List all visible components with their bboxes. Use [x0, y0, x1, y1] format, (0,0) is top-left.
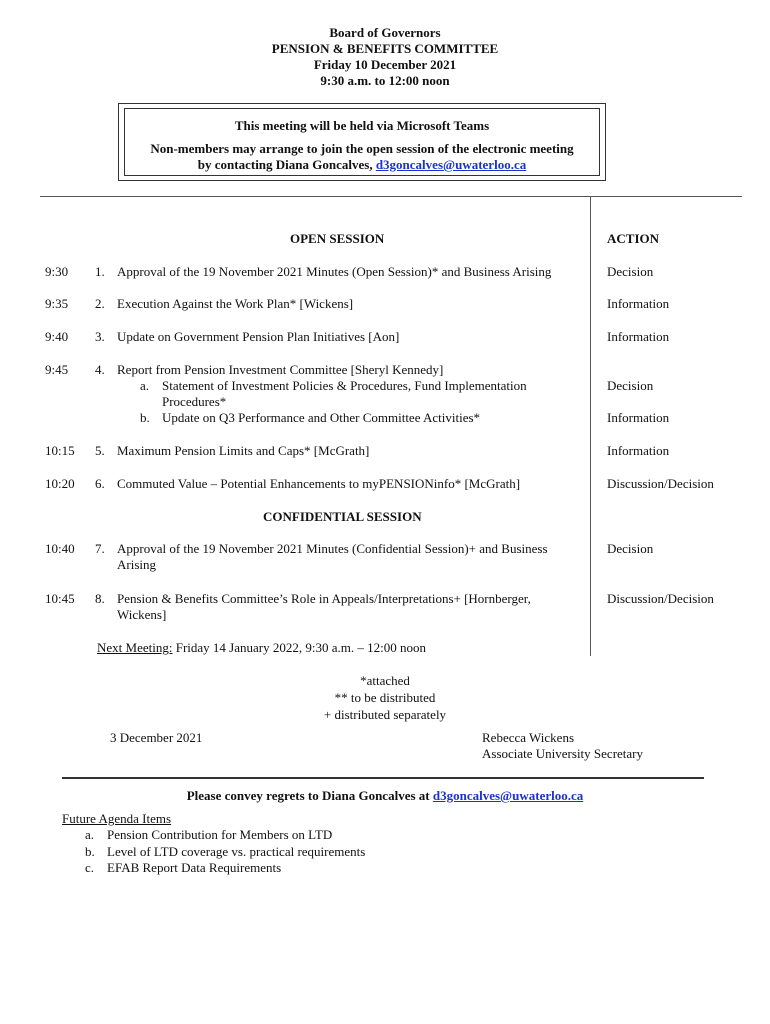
- next-meeting-label: Next Meeting:: [97, 640, 173, 655]
- item-title: Execution Against the Work Plan* [Wickens]: [117, 296, 354, 311]
- item-time: 10:45: [45, 591, 75, 606]
- next-meeting: [97, 640, 426, 656]
- regrets-text: Please convey regrets to Diana Goncalves at: [186, 788, 433, 803]
- item-title: Pension & Benefits Committee’s Role in Appeals/Interpretations+ [Hornberger, Wickens]: [117, 591, 531, 622]
- future-item-text: Pension Contribution for Members on LTD: [107, 827, 333, 842]
- item-title: Commuted Value – Potential Enhancements to myPENSIONinfo* [McGrath]: [117, 476, 521, 491]
- signatory-name: Rebecca Wickens: [482, 730, 574, 745]
- item-number: 2.: [95, 296, 105, 311]
- subitem-letter: a.: [140, 378, 150, 393]
- issue-date: 3 December 2021: [110, 730, 203, 745]
- item-time: 9:45: [45, 362, 69, 377]
- table-top-rule: [40, 196, 742, 197]
- item-action: Information: [607, 443, 670, 458]
- legend-to-be-distributed: ** to be distributed: [334, 690, 436, 705]
- future-item-text: EFAB Report Data Requirements: [107, 860, 282, 875]
- legend-attached: *attached: [360, 673, 410, 688]
- item-title: Update on Government Pension Plan Initiatives [Aon]: [117, 329, 400, 344]
- open-session-heading: OPEN SESSION: [290, 231, 385, 246]
- item-time: 9:40: [45, 329, 69, 344]
- item-action: Decision: [607, 264, 654, 279]
- item-number: 6.: [95, 476, 105, 491]
- subitem-action: Decision: [607, 378, 654, 393]
- confidential-session-heading: CONFIDENTIAL SESSION: [263, 509, 422, 524]
- item-time: 10:15: [45, 443, 75, 458]
- future-item-text: Level of LTD coverage vs. practical requirements: [107, 844, 366, 859]
- attachment-legend: [0, 672, 770, 723]
- item-number: 7.: [95, 541, 105, 556]
- signatory-title: Associate University Secretary: [482, 746, 644, 761]
- subitem-title: Update on Q3 Performance and Other Committee Activities*: [162, 410, 481, 425]
- subitem-title: Statement of Investment Policies & Procedures, Fund Implementation Procedures*: [162, 378, 527, 409]
- item-title: Approval of the 19 November 2021 Minutes (Open Session)* and Business Arising: [117, 264, 552, 279]
- item-number: 3.: [95, 329, 105, 344]
- future-item-letter: a.: [85, 827, 95, 842]
- board-title: Board of Governors: [329, 25, 441, 40]
- subitem-action: Information: [607, 410, 670, 425]
- item-number: 1.: [95, 264, 105, 279]
- regrets-rule: [62, 777, 704, 779]
- future-item-letter: c.: [85, 860, 95, 875]
- meeting-date: Friday 10 December 2021: [313, 57, 457, 72]
- item-time: 9:30: [45, 264, 69, 279]
- item-time: 9:35: [45, 296, 69, 311]
- notice-contact-text: by contacting Diana Goncalves,: [197, 157, 376, 172]
- item-number: 4.: [95, 362, 105, 377]
- notice-email-link[interactable]: d3goncalves@uwaterloo.ca: [375, 157, 527, 172]
- future-item-letter: b.: [85, 844, 95, 859]
- item-title: Maximum Pension Limits and Caps* [McGrath]: [117, 443, 370, 458]
- regrets-email-link[interactable]: d3goncalves@uwaterloo.ca: [432, 788, 584, 803]
- committee-title: PENSION & BENEFITS COMMITTEE: [271, 41, 499, 56]
- item-number: 8.: [95, 591, 105, 606]
- notice-inner: [124, 108, 600, 176]
- signature-block: [482, 730, 643, 762]
- item-action: Discussion/Decision: [607, 476, 714, 491]
- notice-line-contact: [125, 157, 599, 173]
- item-time: 10:40: [45, 541, 75, 556]
- notice-line-teams: This meeting will be held via Microsoft Teams: [234, 118, 490, 133]
- item-title: Report from Pension Investment Committee [Sheryl Kennedy]: [117, 362, 444, 377]
- item-title: Approval of the 19 November 2021 Minutes (Confidential Session)+ and Business Arising: [117, 541, 548, 572]
- item-action: Discussion/Decision: [607, 591, 714, 606]
- item-time: 10:20: [45, 476, 75, 491]
- legend-distributed-separately: + distributed separately: [323, 707, 447, 722]
- subitem-letter: b.: [140, 410, 150, 425]
- item-action: Information: [607, 296, 670, 311]
- next-meeting-text: Friday 14 January 2022, 9:30 a.m. – 12:00 noon: [172, 640, 426, 655]
- item-action: Decision: [607, 541, 654, 556]
- future-agenda-title: Future Agenda Items: [62, 811, 172, 826]
- item-number: 5.: [95, 443, 105, 458]
- meeting-time: 9:30 a.m. to 12:00 noon: [320, 73, 450, 88]
- action-column-divider: [590, 196, 591, 656]
- action-heading: ACTION: [607, 231, 660, 246]
- notice-box: [118, 103, 606, 181]
- regrets-line: [0, 788, 770, 804]
- item-action: Information: [607, 329, 670, 344]
- notice-line-nonmembers: Non-members may arrange to join the open session of the electronic meeting: [150, 141, 574, 156]
